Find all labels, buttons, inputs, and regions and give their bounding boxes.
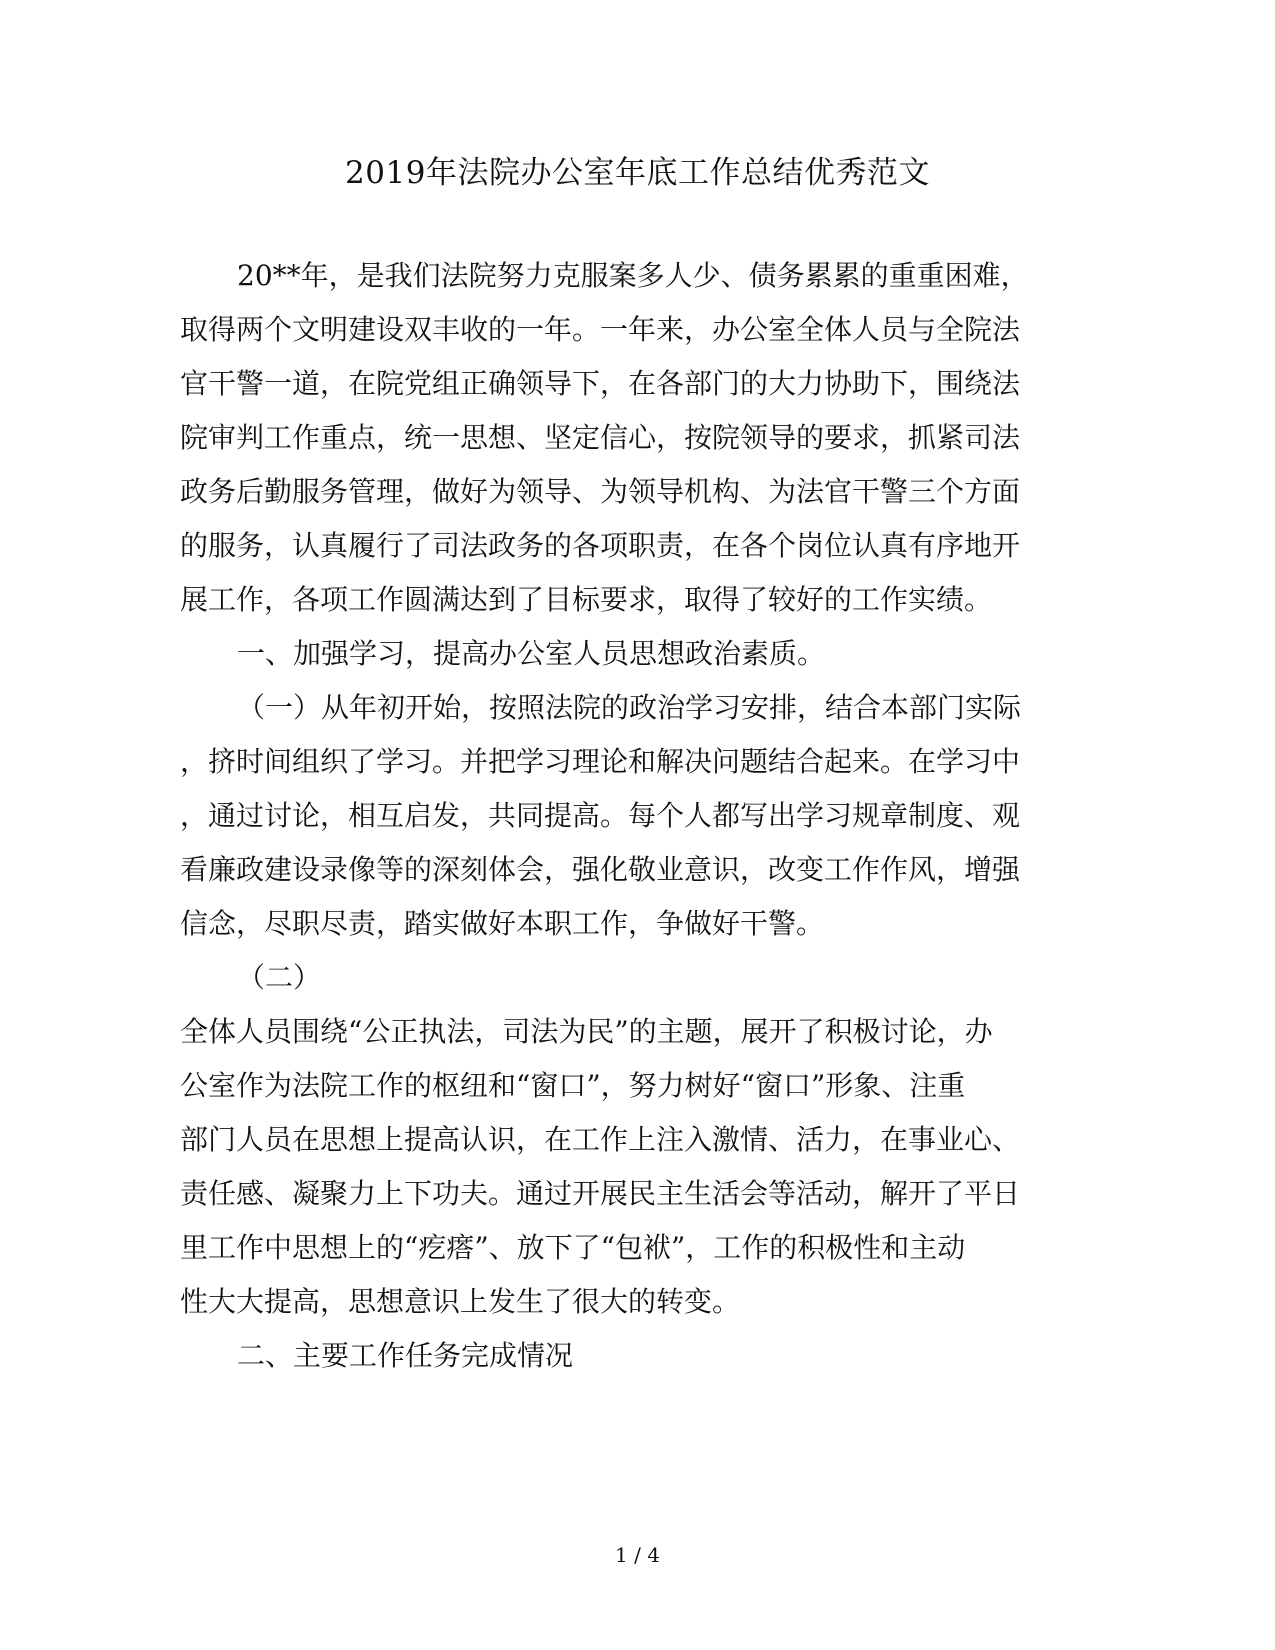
paragraph-line: 官干警一道，在院党组正确领导下，在各部门的大力协助下，围绕法 [180,367,1021,400]
section-heading-1: 一、加强学习，提高办公室人员思想政治素质。 [237,637,826,670]
page-number: 1 / 4 [615,1543,660,1567]
document-title: 2019年法院办公室年底工作总结优秀范文 [345,155,930,191]
paragraph-line: ，挤时间组织了学习。并把学习理论和解决问题结合起来。在学习中 [180,745,1021,778]
paragraph-line: 性大大提高，思想意识上发生了很大的转变。 [180,1285,741,1318]
paragraph-line: 政务后勤服务管理，做好为领导、为领导机构、为法官干警三个方面 [180,475,1021,508]
paragraph-line: 责任感、凝聚力上下功夫。通过开展民主生活会等活动，解开了平日 [180,1177,1021,1210]
paragraph-line: 20**年，是我们法院努力克服案多人少、债务累累的重重困难， [237,259,1029,292]
paragraph-line: 信念，尽职尽责，踏实做好本职工作，争做好干警。 [180,907,825,940]
paragraph-line: 里工作中思想上的“疙瘩”、放下了“包袱”，工作的积极性和主动 [180,1231,966,1264]
paragraph-line: 取得两个文明建设双丰收的一年。一年来，办公室全体人员与全院法 [180,313,1021,346]
paragraph-line: 展工作，各项工作圆满达到了目标要求，取得了较好的工作实绩。 [180,583,993,616]
paragraph-line: 全体人员围绕“公正执法，司法为民”的主题，展开了积极讨论，办 [180,1015,993,1048]
paragraph-line: 部门人员在思想上提高认识，在工作上注入激情、活力，在事业心、 [180,1123,1021,1156]
paragraph-line: 的服务，认真履行了司法政务的各项职责，在各个岗位认真有序地开 [180,529,1021,562]
paragraph-line: ，通过讨论，相互启发，共同提高。每个人都写出学习规章制度、观 [180,799,1021,832]
subsection-label: （二） [237,961,322,994]
paragraph-line: 看廉政建设录像等的深刻体会，强化敬业意识，改变工作作风，增强 [180,853,1021,886]
paragraph-line: 公室作为法院工作的枢纽和“窗口”，努力树好“窗口”形象、注重 [180,1069,966,1102]
paragraph-line: （一）从年初开始，按照法院的政治学习安排，结合本部门实际 [237,691,1022,724]
paragraph-line: 院审判工作重点，统一思想、坚定信心，按院领导的要求，抓紧司法 [180,421,1021,454]
section-heading-2: 二、主要工作任务完成情况 [237,1339,574,1372]
